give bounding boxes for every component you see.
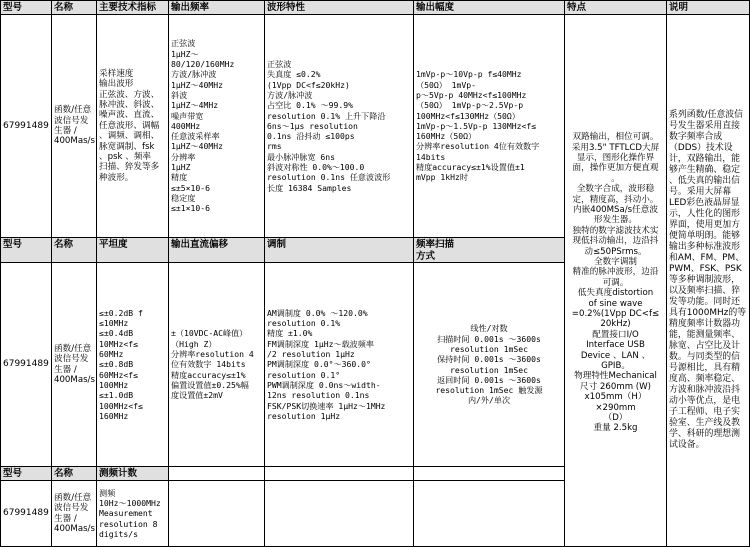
header-features: 特点	[564, 0, 667, 15]
header2-model: 型号	[0, 237, 52, 263]
header2-modulation: 调制	[264, 237, 414, 263]
main-specs-cell	[96, 14, 169, 238]
header3-model: 型号	[0, 466, 52, 481]
description-text: 系列函数/任意波信 号发生器采用直接 数字频率合成 （DDS）技术设 计，双路输出，能 够产生精确、稳定 、低失真的输出信 号。采用大屏幕 LED彩色液晶屏显 示，人性化的图形 界面，使用更加方 便简单明朗。能够 输出多种标准波形 和AM、FM、PM、 PWM、FSK、PSK 等多种调制波形， 以及频率扫描、猝 发等功能。同时还 具有1000MHz的等 精度频率计数器功 能，能测量频率、 脉宽、占空比及计 数。与同类型的信 号源相比，具有精 度高、频率稳定、 方波和脉冲波沿抖 动小等优点，是电 子工程师、电子实 验室、生产线及教 学、科研的理想测 试设备。	[669, 110, 747, 450]
header-waveform: 波形特性	[264, 0, 414, 15]
header2-dc-offset: 输出直流偏移	[168, 237, 265, 263]
counter-cell	[96, 480, 169, 547]
counter-text: 测频 10Hz～1000MHz Measurement resolution 8 digits/s	[99, 487, 161, 539]
header2-name: 名称	[51, 237, 97, 263]
product-name-cell	[51, 14, 97, 238]
waveform-cell	[264, 14, 414, 238]
product-name: 函数/任意 波信号发 生器 / 400Mas/s	[54, 105, 95, 147]
product-name-cell-2	[51, 262, 97, 467]
dc-offset-text: ±（10VDC-AC峰值） （High Z） 分辨率resolution 4 位有效数字 14bits 精度accuracy≤±1% 偏置设置值±0.25%幅 度设置值±2mV	[171, 328, 254, 401]
header-model: 型号	[0, 0, 52, 15]
empty-header-cell	[413, 466, 565, 481]
features-text: 双路输出，相位可调。 采用3.5" TFTLCD大屏 显示，图形化操作界 面，操作更加方便直观 。 全数字合成，波形稳 定，精度高，抖动小。 内嵌400MSa/s任意波 形发生器。 独特的数字滤波技术实 现低抖动输出，边沿抖 动≤50PSrms。 全数字调制 精准的脉冲波形，边沿 可调。 低失真度distortion of sine wave =0.2%(1Vpp DC<f≤ 20kHz) 配置接口I/O Interface USB Device 、LAN 、 GPIB。 物理特性Mechanical 尺寸 260mm (W) x105mm（H）×290mm （D） 重量 2.5kg	[571, 132, 660, 434]
model-number-cell-2	[0, 262, 52, 467]
waveform-text: 正弦波 失真度 ≤0.2% (1Vpp DC<f≤20kHz) 方波/脉冲波 占空比 0.1% ～99.9% resolution 0.1% 上升下降沿 6ns～1μs resolution 0.1ns 沿抖动 ≤100ps rms 最小脉冲脉宽 6ns 斜波对称性 0.0%～100.0 resolution 0.1ns 任意波波形 长度 16384 Samples	[267, 59, 391, 193]
dc-offset-cell	[168, 262, 265, 467]
modulation-cell	[264, 262, 414, 467]
empty-cell	[168, 480, 265, 547]
modulation-text: AM调制度 0.0% ～120.0% resolution 0.1% 精度 ±1.0% FM调制深度 1μHz～载波频率 /2 resolution 1μHz PM调制深度 0.0°～360.0° resolution 0.1° PWM调制深度 0.0ns～width- 12ns resolution 0.1ns FSK/PSK切换速率 1μHz～1MHz resolution 1μHz	[267, 307, 386, 421]
empty-header-cell	[264, 466, 414, 481]
product-name: 函数/任意 波信号发 生器 / 400Mas/s	[54, 492, 95, 534]
model-number: 67991489	[3, 359, 49, 370]
flatness-text: ≤±0.2dB f ≤10MHz ≤±0.4dB 10MHz<f≤ 60MHz ≤±0.8dB 60MHz<f≤ 100MHz ≤±1.0dB 100MHz<f≤ 160MHz	[99, 307, 143, 421]
header2-flatness: 平坦度	[96, 237, 169, 263]
flatness-cell	[96, 262, 169, 467]
model-number: 67991489	[3, 120, 49, 131]
empty-cell	[264, 480, 414, 547]
header-description: 说明	[666, 0, 750, 15]
output-frequency-text: 正弦波 1μHZ～ 80/120/160MHz 方波/脉冲波 1μHZ～40MHz 斜波 1μHZ～4MHz 噪声带宽 400MHz 任意波采样率 1μHZ～40MHz 分辨率 1μHZ 精度 ≤±5×10-6 稳定度 ≤±1×10-6	[171, 38, 235, 214]
sweep-text: 线性/对数 扫描时间 0.001s ～3600s resolution 1mSec 保持时间 0.001s ～3600s resolution 1mSec 返回时间 0.001s ～3600s resolution 1mSec 触发源 内/外/单次	[435, 323, 543, 406]
sweep-cell	[413, 262, 565, 467]
model-number: 67991489	[3, 508, 49, 519]
header3-name: 名称	[51, 466, 97, 481]
product-name-cell-3	[51, 480, 97, 547]
header-name: 名称	[51, 0, 97, 15]
empty-header-cell	[168, 466, 265, 481]
features-cell	[564, 14, 667, 547]
empty-cell	[413, 480, 565, 547]
model-number-cell-3	[0, 480, 52, 547]
output-frequency-cell	[168, 14, 265, 238]
product-name: 函数/任意 波信号发 生器 / 400Mas/s	[54, 343, 95, 385]
header3-counter: 测频计数	[96, 466, 169, 481]
main-specs-text: 采样速度 输出波形 正弦波、方波、 脉冲波、斜波、 噪声波、直流、 任意波形、调幅 、调频、调相、 脉宽调制、fsk 、psk 、频率 扫描、猝发等多 种波形。	[99, 68, 160, 183]
model-number-cell	[0, 14, 52, 238]
header-output-frequency: 输出频率	[168, 0, 265, 15]
header2-sweep: 频率扫描 方式	[413, 237, 565, 263]
header-output-amplitude: 输出幅度	[413, 0, 565, 15]
output-amplitude-text: 1mVp-p～10Vp-p f≤40MHz （50Ω） 1mVp- p～5Vp-p 40MHz<f≤100MHz （50Ω） 1mVp-p～2.5Vp-p 100MHz<f≤130MHz（50Ω） 1mVp-p～1.5Vp-p 130MHz<f≤ 160MHz（50Ω） 分辨率resolution 4位有效数字 14bits 精度accuracy≤±1%设置值±1 mVpp 1kHz时	[416, 69, 540, 183]
header-main-specs: 主要技术指标	[96, 0, 169, 15]
description-cell	[666, 14, 750, 547]
output-amplitude-cell	[413, 14, 565, 238]
